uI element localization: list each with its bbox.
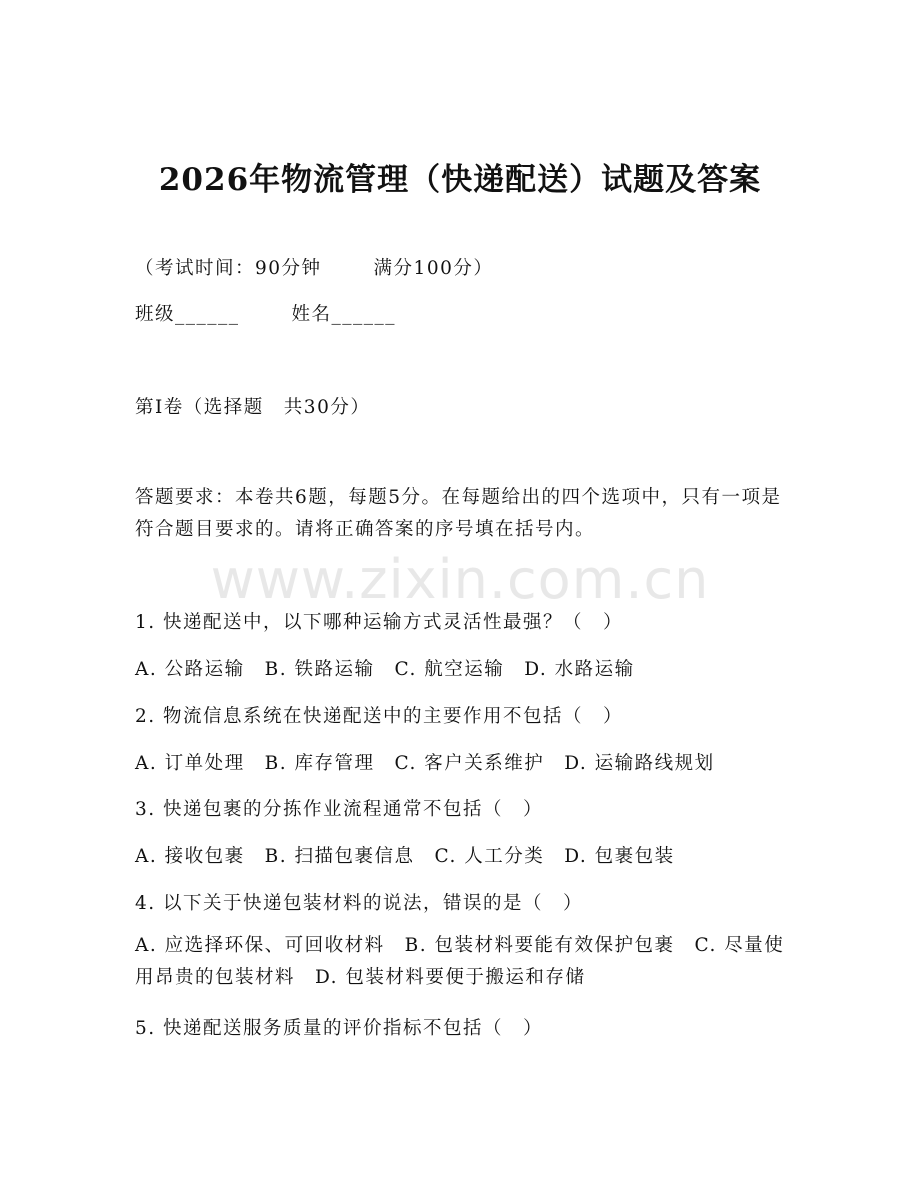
page-title: 2026年物流管理（快递配送）试题及答案: [158, 162, 762, 198]
section-heading: 第I卷（选择题 共30分）: [135, 397, 371, 418]
question-options: A. 应选择环保、可回收材料 B. 包装材料要能有效保护包裹 C. 尽量使用昂贵的包装材料 D. 包装材料要便于搬运和存储: [135, 935, 785, 988]
student-fields: [135, 300, 396, 326]
question-stem: 2. 物流信息系统在快递配送中的主要作用不包括（ ）: [135, 706, 624, 727]
question-stem: 3. 快递包裹的分拣作业流程通常不包括（ ）: [135, 799, 544, 820]
question-stem: 1. 快递配送中，以下哪种运输方式灵活性最强？（ ）: [135, 612, 624, 633]
exam-time: （考试时间：90分钟: [135, 258, 322, 279]
question-options: A. 接收包裹 B. 扫描包裹信息 C. 人工分类 D. 包裹包装: [135, 846, 675, 867]
question-options: A. 订单处理 B. 库存管理 C. 客户关系维护 D. 运输路线规划: [135, 753, 715, 774]
question-stem: 5. 快递配送服务质量的评价指标不包括（ ）: [135, 1018, 544, 1039]
class-field: 班级______: [135, 304, 240, 325]
watermark: www.zixin.com.cn: [210, 548, 710, 611]
name-field: 姓名______: [291, 304, 397, 325]
question-stem: 4. 以下关于快递包装材料的说法，错误的是（ ）: [135, 893, 584, 914]
exam-full-score: 满分100分）: [373, 258, 494, 279]
question-options: A. 公路运输 B. 铁路运输 C. 航空运输 D. 水路运输: [135, 659, 635, 680]
exam-info: [135, 254, 493, 280]
instructions: 答题要求：本卷共6题，每题5分。在每题给出的四个选项中，只有一项是符合题目要求的。请将正确答案的序号填在括号内。: [135, 487, 782, 540]
